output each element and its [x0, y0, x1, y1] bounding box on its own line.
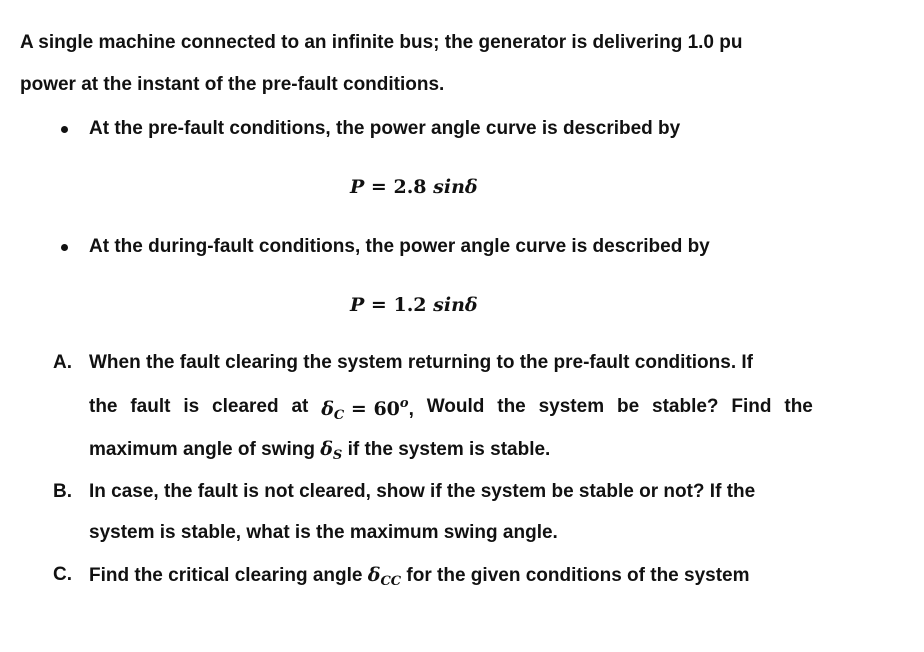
eq-coefficient: 2.8 — [393, 176, 427, 198]
text-segment: for the given conditions of the system — [406, 565, 750, 586]
question-c-line-1 — [89, 564, 750, 589]
question-b-line-1: In case, the fault is not cleared, show if the system be stable or not? If the — [89, 481, 756, 502]
question-c-label: C. — [53, 564, 72, 585]
question-a-label: A. — [53, 352, 72, 373]
word: stable? — [652, 396, 719, 417]
word: the — [497, 396, 526, 417]
eq-lhs: P — [350, 294, 365, 316]
word: be — [616, 396, 640, 417]
eq-coefficient: 1.2 — [393, 294, 427, 316]
superscript: o — [399, 396, 409, 411]
clearing-angle-math — [321, 396, 414, 423]
word: system — [538, 396, 605, 417]
math-equals: = — [350, 398, 367, 420]
subscript: S — [332, 448, 343, 463]
bullet-dot-icon — [61, 244, 68, 251]
eq-equals: = — [370, 294, 387, 316]
text-segment: maximum angle of swing — [89, 439, 315, 460]
equation-prefault — [350, 176, 478, 198]
delta-symbol: δ — [320, 438, 333, 460]
math-value: 60 — [373, 398, 400, 420]
delta-symbol: δ — [367, 564, 381, 586]
word: the — [784, 396, 813, 417]
word: Find — [731, 396, 772, 417]
intro-line-1: A single machine connected to an infinite bus; the generator is delivering 1.0 pu — [20, 32, 743, 53]
question-a-line-3 — [89, 438, 550, 463]
eq-var: δ — [464, 294, 478, 316]
word: the — [89, 396, 118, 417]
equation-during-fault — [350, 294, 478, 316]
eq-func: sin — [433, 176, 465, 198]
eq-equals: = — [370, 176, 387, 198]
bullet-2-text: At the during-fault conditions, the power angle curve is described by — [89, 236, 710, 257]
eq-func: sin — [433, 294, 465, 316]
critical-angle-math — [367, 564, 402, 589]
eq-var: δ — [464, 176, 478, 198]
delta-symbol: δ — [321, 398, 334, 420]
word: , — [408, 399, 414, 420]
word: is — [183, 396, 200, 417]
subscript: C — [333, 408, 345, 423]
question-a-line-2 — [89, 396, 813, 423]
text-segment: if the system is stable. — [347, 439, 551, 460]
subscript: CC — [380, 574, 402, 589]
swing-angle-math — [320, 438, 343, 463]
word: at — [291, 396, 309, 417]
word: fault — [130, 396, 171, 417]
bullet-dot-icon — [61, 126, 68, 133]
intro-line-2: power at the instant of the pre-fault conditions. — [20, 74, 445, 95]
question-a-line-1: When the fault clearing the system returning to the pre-fault conditions. If — [89, 352, 753, 373]
question-b-label: B. — [53, 481, 72, 502]
text-segment: Find the critical clearing angle — [89, 565, 363, 586]
eq-lhs: P — [350, 176, 365, 198]
word: cleared — [212, 396, 279, 417]
bullet-1-text: At the pre-fault conditions, the power angle curve is described by — [89, 118, 681, 139]
word: Would — [426, 396, 485, 417]
question-b-line-2: system is stable, what is the maximum swing angle. — [89, 522, 558, 543]
